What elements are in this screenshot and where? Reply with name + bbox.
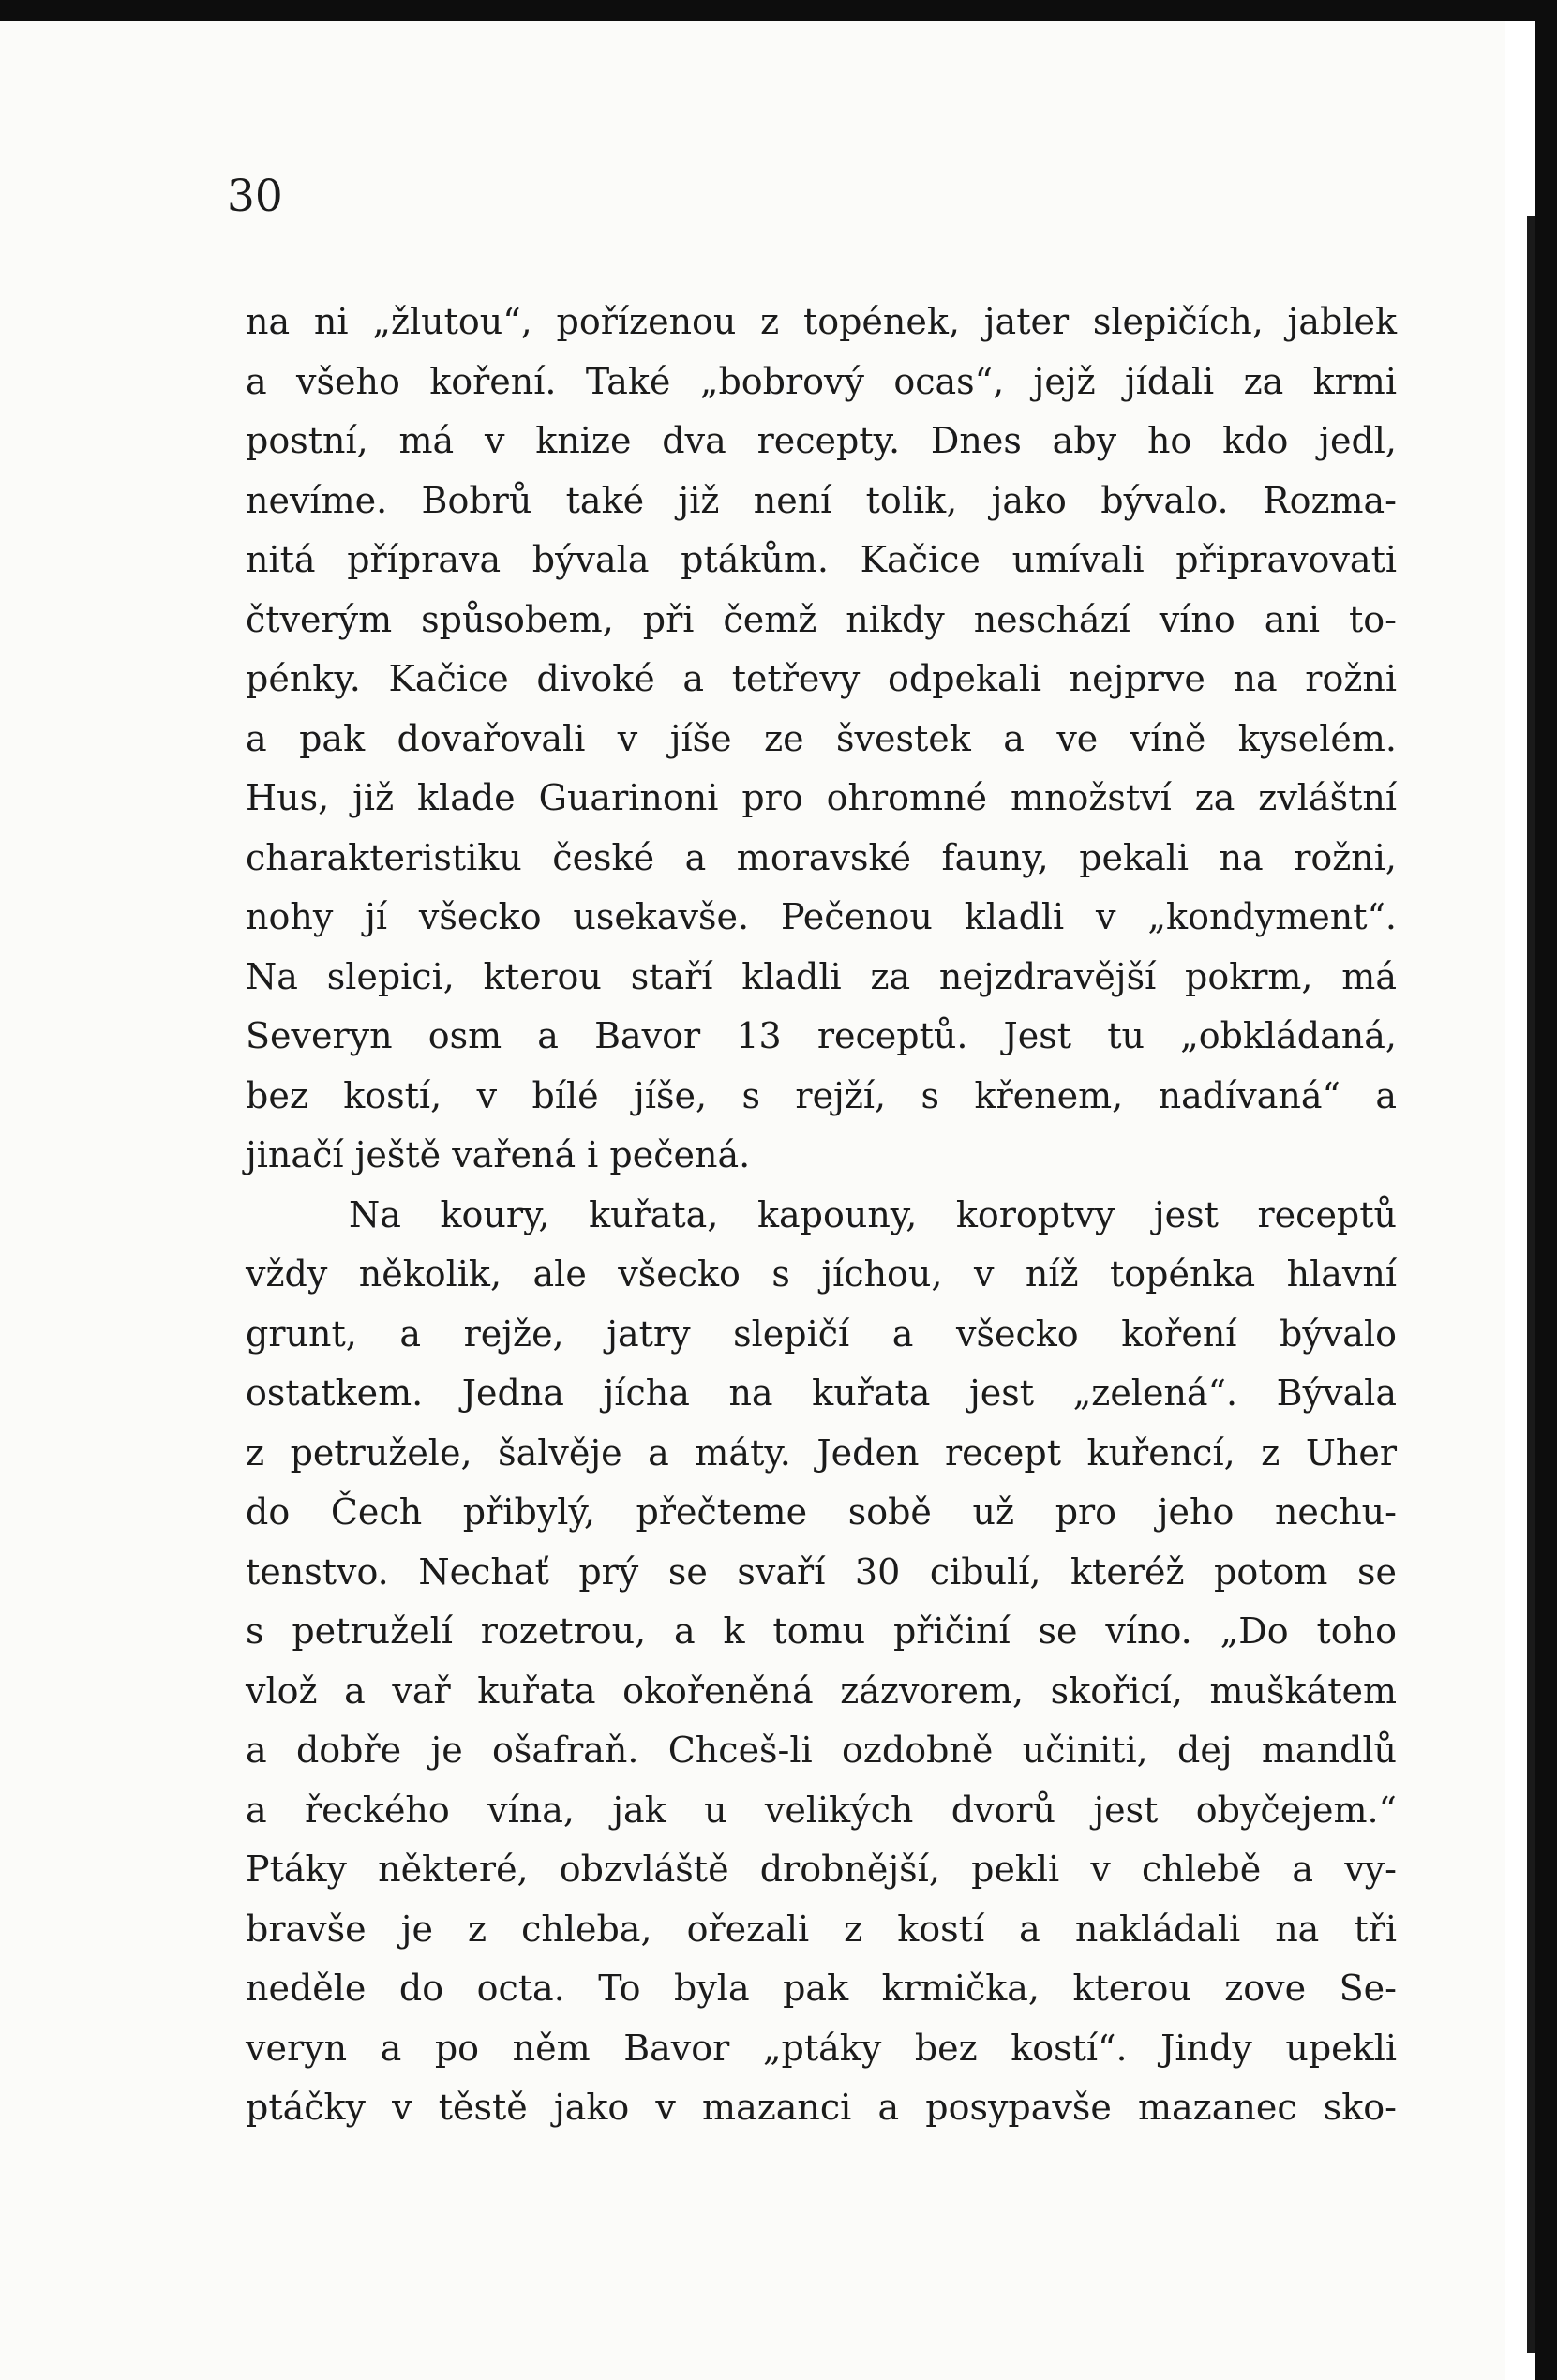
- text-line: vlož a vař kuřata okořeněná zázvorem, skořicí, muškátem: [246, 1669, 1397, 1712]
- text-line: charakteristiku české a moravské fauny, pekali na rožni,: [246, 836, 1397, 878]
- text-line: Na koury, kuřata, kapouny, koroptvy jest receptů: [349, 1193, 1397, 1235]
- text-line: veryn a po něm Bavor „ptáky bez kostí“. Jindy upekli: [246, 2027, 1397, 2069]
- text-line: bez kostí, v bílé jíše, s rejží, s křenem, nadívaná“ a: [246, 1074, 1397, 1116]
- text-line: tenstvo. Nechať prý se svaří 30 cibulí, kteréž potom se: [246, 1550, 1397, 1593]
- text-line: na ni „žlutou“, pořízenou z topének, jater slepičích, jablek: [246, 301, 1397, 342]
- text-line: nevíme. Bobrů také již není tolik, jako bývalo. Rozma-: [246, 479, 1397, 521]
- scan-border-top: [0, 0, 1557, 21]
- text-line: neděle do octa. To byla pak krmička, kterou zove Se-: [246, 1968, 1397, 2009]
- text-line: Na slepici, kterou staří kladli za nejzdravější pokrm, má: [246, 955, 1397, 997]
- text-line: do Čech přibylý, přečteme sobě už pro jeho nechu-: [246, 1491, 1397, 1533]
- text-line: a všeho koření. Také „bobrový ocas“, jejž jídali za krmi: [246, 360, 1397, 402]
- text-line: z petružele, šalvěje a máty. Jeden recept kuřencí, z Uher: [246, 1431, 1397, 1474]
- text-line: vždy několik, ale všecko s jíchou, v níž topénka hlavní: [246, 1253, 1397, 1295]
- text-line: ostatkem. Jedna jícha na kuřata jest „zelená“. Bývala: [246, 1372, 1397, 1414]
- book-page: [0, 21, 1505, 2380]
- paragraph-1: [246, 292, 1397, 1186]
- text-line: Ptáky některé, obzvláště drobnější, pekli v chlebě a vy-: [246, 1849, 1397, 1890]
- text-line: bravše je z chleba, ořezali z kostí a nakládali na tři: [246, 1908, 1397, 1950]
- text-line: a řeckého vína, jak u velikých dvorů jest obyčejem.“: [246, 1789, 1397, 1831]
- text-line: Severyn osm a Bavor 13 receptů. Jest tu „obkládaná,: [246, 1015, 1397, 1056]
- text-line: s petruželí rozetrou, a k tomu přičiní se víno. „Do toho: [246, 1610, 1397, 1652]
- text-line: Hus, již klade Guarinoni pro ohromné množství za zvláštní: [246, 777, 1397, 818]
- page-number: 30: [227, 171, 283, 222]
- text-line: grunt, a rejže, jatry slepičí a všecko koření bývalo: [246, 1312, 1397, 1355]
- scan-border-right: [1535, 0, 1557, 2380]
- body-text: [246, 292, 1397, 2138]
- text-line: postní, má v knize dva recepty. Dnes aby ho kdo jedl,: [246, 420, 1397, 461]
- text-line: ptáčky v těstě jako v mazanci a posypavše mazanec sko-: [246, 2087, 1397, 2128]
- text-line: a dobře je ošafraň. Chceš-li ozdobně učiniti, dej mandlů: [246, 1729, 1397, 1771]
- paragraph-2: [246, 1186, 1397, 2138]
- text-line: jinačí ještě vařená i pečená.: [246, 1134, 751, 1175]
- text-line: nohy jí všecko usekavše. Pečenou kladli v „kondyment“.: [246, 896, 1397, 937]
- text-line: pénky. Kačice divoké a tetřevy odpekali nejprve na rožni: [246, 658, 1397, 699]
- text-line: nitá příprava bývala ptákům. Kačice umívali připravovati: [246, 539, 1397, 580]
- page-edge-shadow: [1527, 216, 1535, 2353]
- text-line: čtverým spůsobem, při čemž nikdy neschází víno ani to-: [246, 598, 1397, 640]
- text-line: a pak dovařovali v jíše ze švestek a ve víně kyselém.: [246, 717, 1397, 759]
